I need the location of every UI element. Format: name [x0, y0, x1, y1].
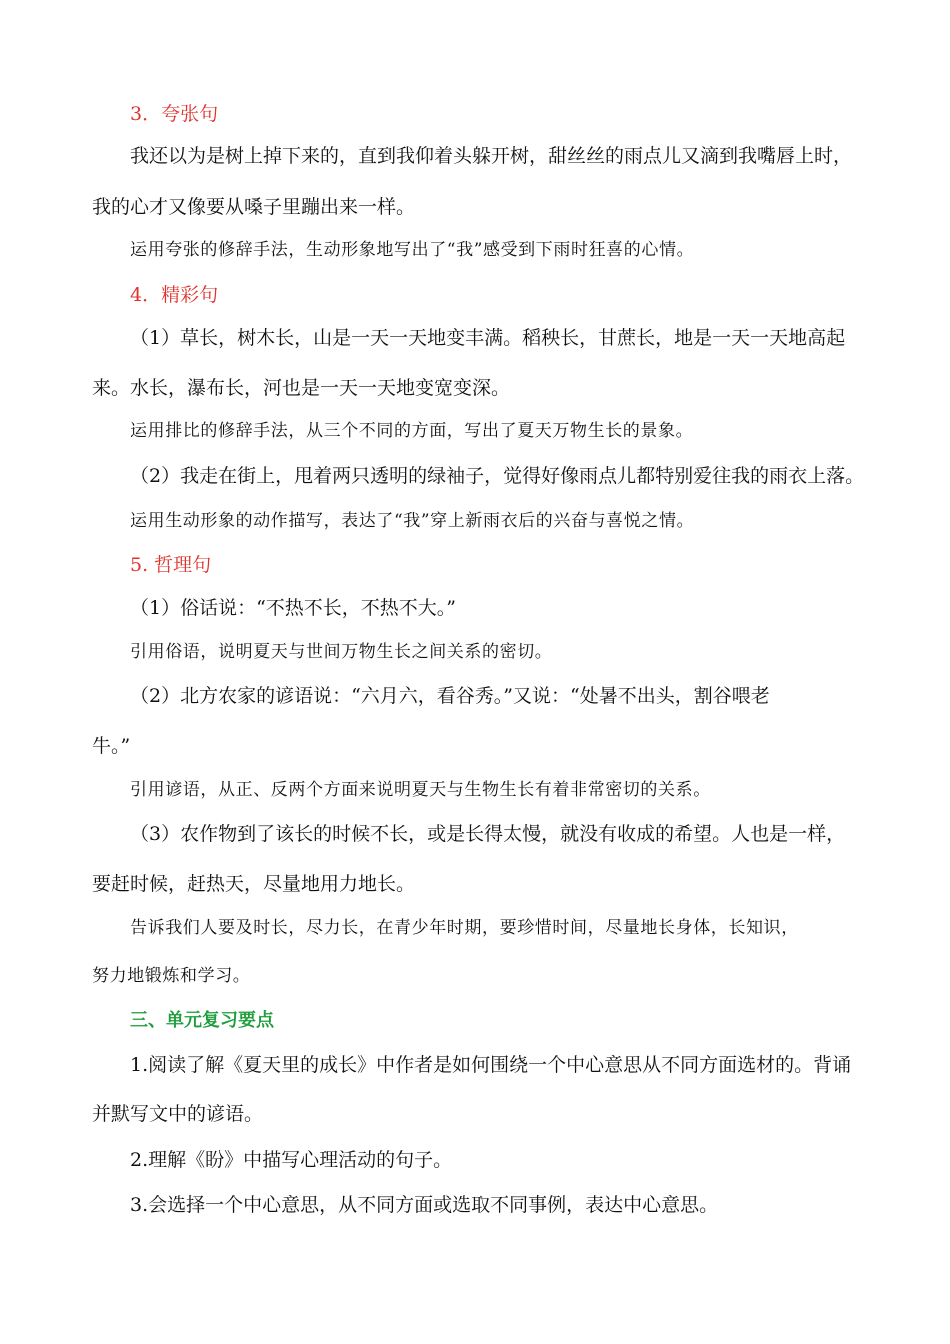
review-point: 并默写文中的谚语。	[92, 1103, 264, 1125]
section-3-heading: 3．夸张句	[130, 103, 219, 125]
paragraph-line: 我还以为是树上掉下来的，直到我仰着头躲开树，甜丝丝的雨点儿又滴到我嘴唇上时，	[130, 145, 853, 167]
analysis-note: 引用谚语，从正、反两个方面来说明夏天与生物生长有着非常密切的关系。	[130, 780, 711, 800]
review-heading: 三、单元复习要点	[130, 1010, 274, 1031]
analysis-note: 运用生动形象的动作描写，表达了“我”穿上新雨衣后的兴奋与喜悦之情。	[130, 511, 695, 531]
paragraph-line: 牛。”	[92, 735, 131, 757]
paragraph-line: （1）草长，树木长，山是一天一天地变丰满。稻秧长，甘蔗长，地是一天一天地高起	[130, 327, 846, 349]
review-point: 2.理解《盼》中描写心理活动的句子。	[130, 1149, 453, 1171]
paragraph-line: （1）俗话说：“不热不长，不热不大。”	[130, 597, 457, 619]
paragraph-line: （2）我走在街上，甩着两只透明的绿袖子，觉得好像雨点儿都特别爱往我的雨衣上落。	[130, 465, 865, 487]
paragraph-line: （3）农作物到了该长的时候不长，或是长得太慢，就没有收成的希望。人也是一样，	[130, 823, 846, 845]
review-point: 3.会选择一个中心意思，从不同方面或选取不同事例，表达中心意思。	[130, 1194, 719, 1216]
analysis-note: 告诉我们人要及时长，尽力长，在青少年时期，要珍惜时间，尽量地长身体，长知识，	[130, 918, 799, 938]
paragraph-line: 我的心才又像要从嗓子里蹦出来一样。	[92, 196, 416, 218]
analysis-note: 努力地锻炼和学习。	[92, 966, 251, 986]
analysis-note: 运用夸张的修辞手法，生动形象地写出了“我”感受到下雨时狂喜的心情。	[130, 240, 695, 260]
review-point: 1.阅读了解《夏天里的成长》中作者是如何围绕一个中心意思从不同方面选材的。背诵	[130, 1054, 852, 1076]
paragraph-line: （2）北方农家的谚语说：“六月六，看谷秀。”又说：“处暑不出头，割谷喂老	[130, 685, 770, 707]
analysis-note: 运用排比的修辞手法，从三个不同的方面，写出了夏天万物生长的景象。	[130, 421, 694, 441]
section-5-heading: 5. 哲理句	[130, 554, 212, 576]
section-4-heading: 4．精彩句	[130, 284, 219, 306]
paragraph-line: 要赶时候，赶热天，尽量地用力地长。	[92, 873, 416, 895]
paragraph-line: 来。水长，瀑布长，河也是一天一天地变宽变深。	[92, 377, 511, 399]
analysis-note: 引用俗语，说明夏天与世间万物生长之间关系的密切。	[130, 642, 553, 662]
